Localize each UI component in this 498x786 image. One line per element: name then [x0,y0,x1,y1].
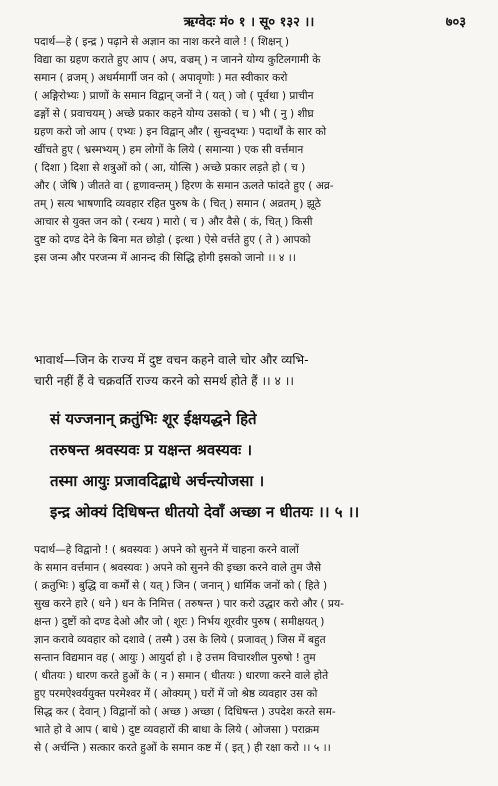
mantra-line: इन्द्र ओक्यं दिधिषन्त धीतयो देवाँ अच्छा न धीतयः ।। ५ ।। [50,503,360,521]
padartha-paragraph-1 [34,33,470,267]
bhavartha-paragraph [34,350,470,392]
text-line: पदार्थ—हे विद्वानो ! ( श्रवस्यवः ) अपने को सुनने में चाहना करने वालों [34,544,299,556]
text-line: इस जन्म और परजन्म में आनन्द की सिद्धि होगी इसको जानो ।। ४ ।। [34,252,296,264]
text-line: सिद्ध कर ( देवान् ) विद्वानों को ( अच्छ ) अच्छा ( दिधिषन्त ) उपदेश करते सम- [34,706,336,718]
text-line: और ( जेषि ) जीतते वा ( हृणावन्तम् ) हिरण के समान ऊलते फांदते हुए ( अव्र- [34,180,334,192]
mantra-line: तस्मा आयुः प्रजावदिद्बाधे अर्चन्त्योजसा । [50,472,265,490]
text-line: पदार्थ—हे ( इन्द्र ) पढ़ाने से अज्ञान का नाश करने वाले ! ( शिक्षन् ) [34,36,289,48]
text-line: ढङ्गों से ( प्रवाचयम् ) अच्छे प्रकार कहने योग्य उसको ( च ) भी ( नु ) शीघ्र [34,108,314,120]
padartha-paragraph-2 [34,541,470,757]
page-header [0,10,498,32]
text-line: ( अङ्गिरोभ्यः ) प्राणों के समान विद्वान् जनों ने ( यत् ) जो ( पूर्वथा ) प्राचीन [34,90,314,102]
text-line: दुष्ट को दण्ड देने के बिना मत छोड़ो ( इत्था ) ऐसे वर्त्तते हुए ( ते ) आपको [34,234,311,246]
text-line: हुए परमऐश्वर्ययुक्त परमेश्वर में ( ओक्यम् ) घरों में जो श्रेष्ठ व्यवहार उस को [34,688,318,700]
page-number: ७०३ [445,15,466,30]
text-line: क्षन्त ) दुष्टों को दण्ड देओ और जो ( शूरः ) निर्भय शूरवीर पुरुष ( समीक्षयत् ) [34,616,325,628]
text-line: खींचते हुए ( भ्रस्मभ्यम् ) हम लोगों के लिये ( समान्या ) एक सी वर्त्तमान [34,144,304,156]
text-line: चारी नहीं हैं वे चक्रवर्ति राज्य करने को समर्थ होते हैं ।। ४ ।। [34,374,294,388]
mantra-line: तरुषन्त श्रवस्यवः प्र यक्षन्त श्रवस्यवः । [50,441,253,459]
text-line: भाते हो वे आप ( बाधे ) दुष्ट व्यवहारों की बाधा के लिये ( ओजसा ) पराक्रम [34,724,320,736]
text-line: ( दिशा ) दिशा से शत्रुओं को ( आ, योत्सि ) अच्छे प्रकार लड़ते हो ( च ) [34,162,306,174]
text-line: सुख करने हारे ( धने ) धन के निमित्त ( तरुषन्त ) पार करो उद्धार करो और ( प्रय- [34,598,344,610]
text-line: समान ( व्रजम् ) अधर्ममार्गी जन को ( अपावृणोः ) मत स्वीकार करो [34,72,288,84]
text-line: सन्तान विद्यमान वह ( आयुः ) आयुर्दा हो । हे उत्तम विचारशील पुरुषो ! तुम [34,652,316,664]
text-line: विद्या का ग्रहण कराते हुए आप ( अप, वज्रम् ) न जानने योग्य कुटिलगामी के [34,54,321,66]
text-line: भावार्थ—जिन के राज्य में दुष्ट वचन कहने वाले चोर और व्यभि- [34,353,309,367]
text-line: के समान वर्त्तमान ( श्रवस्यवः ) अपने को सुनने की इच्छा करने वाले तुम जैसे [34,562,322,574]
text-line: तम् ) सत्य भाषणादि व्यवहार रहित पुरुष के ( चित् ) समान ( अव्रतम् ) झूठे [34,198,321,210]
running-title: ऋग्वेदः मं० १ । सू० १३२ ।। [183,15,315,30]
text-line: ज्ञान करावे व्यवहार को दशावे ( तस्मै ) उस के लिये ( प्रजावत् ) जिस में बहुत [34,634,326,646]
text-line: ( क्रतुभिः ) बुद्धि वा कर्मों से ( यत् ) जिन ( जनान् ) धार्मिक जनों को ( हिते ) [34,580,328,592]
text-line: ( धीतयः ) धारण करते हुओं के ( न ) समान ( धीतयः ) धारणा करने वाले होते [34,670,329,682]
text-line: आचार से युक्त जन को ( रन्धय ) मारो ( च ) और वैसे ( कं, चित् ) किसी [34,216,313,228]
text-line: से ( अर्चन्ति ) सत्कार करते हुओं के समान कष्ट में ( इत् ) ही रक्षा करो ।। ५ ।। [34,742,331,754]
mantra-verse [50,404,470,528]
text-line: ग्रहण करो जो आप ( एभ्यः ) इन विद्वान् और ( सुन्वद्भ्यः ) पदार्थों के सार को [34,126,327,138]
mantra-line: सं यज्जनान् क्रतुंभिः शूर ईक्षयद्धने हिते [50,410,257,428]
